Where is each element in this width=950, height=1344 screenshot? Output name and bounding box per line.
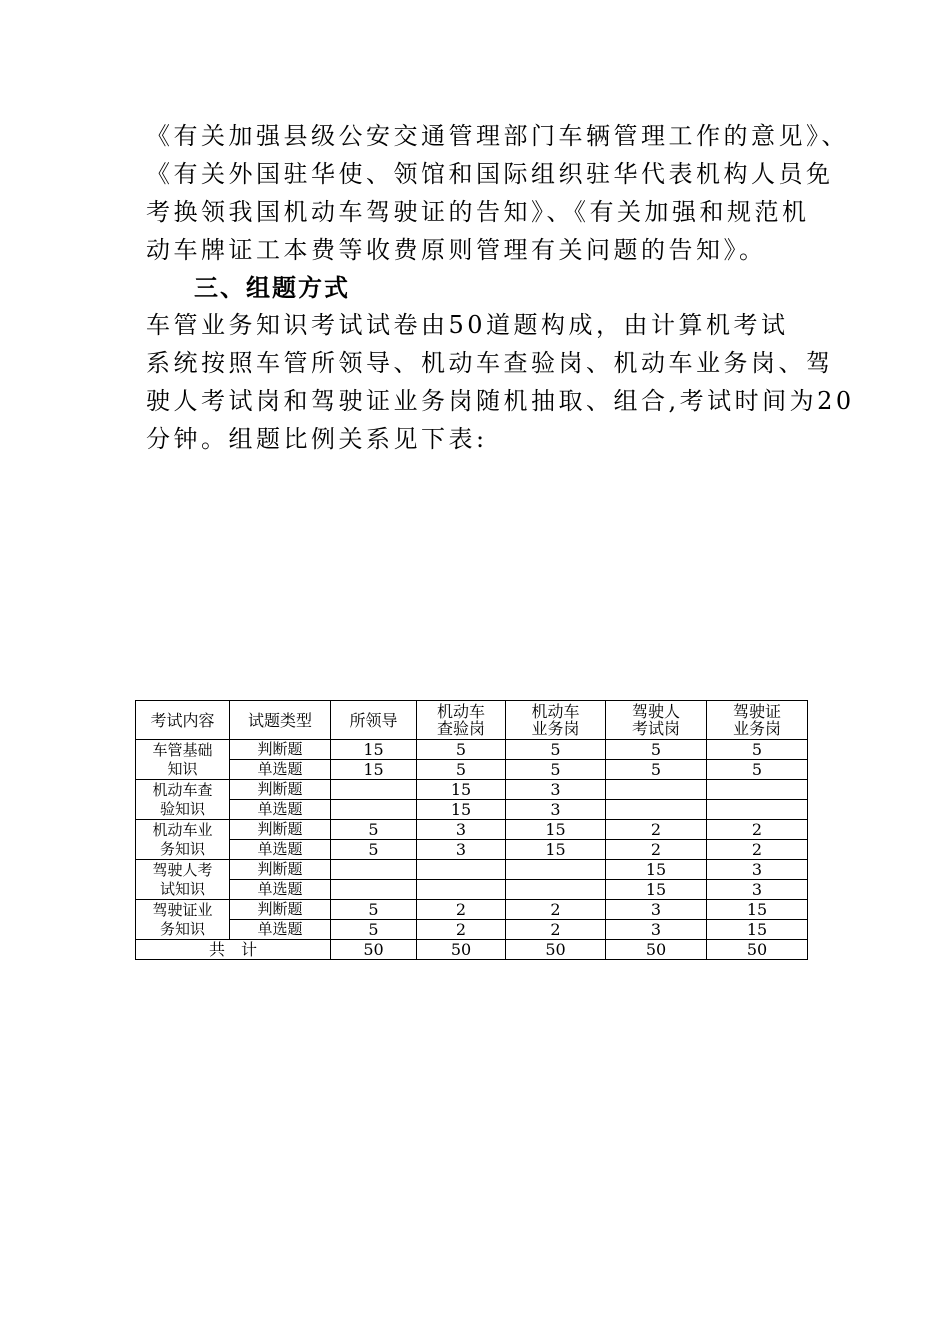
paragraph-line: 驶人考试岗和驾驶证业务岗随机抽取、组合,考试时间为20 xyxy=(146,387,855,415)
table-cell: 15 xyxy=(417,800,506,820)
table-cell: 5 xyxy=(331,900,417,920)
table-cell: 15 xyxy=(606,860,707,880)
table-cell xyxy=(331,860,417,880)
table-cell xyxy=(331,800,417,820)
table-cell: 50 xyxy=(417,940,506,960)
table-cell: 15 xyxy=(331,760,417,780)
table-cell xyxy=(506,880,606,900)
question-type-cell: 单选题 xyxy=(230,800,331,820)
table-cell: 5 xyxy=(506,760,606,780)
table-cell: 15 xyxy=(417,780,506,800)
question-type-cell: 判断题 xyxy=(230,740,331,760)
table-cell: 15 xyxy=(707,920,808,940)
table-row xyxy=(136,780,808,800)
table-row xyxy=(136,740,808,760)
table-cell: 3 xyxy=(506,800,606,820)
question-type-cell: 单选题 xyxy=(230,880,331,900)
table-cell: 50 xyxy=(707,940,808,960)
table-cell: 15 xyxy=(606,880,707,900)
table-cell: 15 xyxy=(707,900,808,920)
table-cell: 5 xyxy=(417,740,506,760)
table-cell: 15 xyxy=(506,820,606,840)
table-cell: 5 xyxy=(331,820,417,840)
header-type: 试题类型 xyxy=(230,701,331,740)
table-cell xyxy=(707,780,808,800)
table-cell: 50 xyxy=(606,940,707,960)
paragraph-line: 分钟。组题比例关系见下表: xyxy=(146,425,488,453)
table-cell: 15 xyxy=(506,840,606,860)
question-type-cell: 单选题 xyxy=(230,920,331,940)
table-cell: 2 xyxy=(707,820,808,840)
table-cell: 5 xyxy=(707,740,808,760)
table-row xyxy=(136,820,808,840)
category-cell: 机动车业 务知识 xyxy=(136,820,230,860)
total-label: 共 计 xyxy=(136,940,331,960)
question-type-cell: 判断题 xyxy=(230,900,331,920)
table-row xyxy=(136,840,808,860)
table-cell: 5 xyxy=(331,920,417,940)
table-cell: 3 xyxy=(707,880,808,900)
question-type-cell: 判断题 xyxy=(230,780,331,800)
paragraph-line: 系统按照车管所领导、机动车查验岗、机动车业务岗、驾 xyxy=(146,349,834,377)
table-cell xyxy=(707,800,808,820)
table-cell: 3 xyxy=(506,780,606,800)
table-cell: 3 xyxy=(606,900,707,920)
table-cell: 3 xyxy=(606,920,707,940)
section-heading: 三、组题方式 xyxy=(194,274,350,302)
header-license: 驾驶证 业务岗 xyxy=(707,701,808,740)
paragraph-regulations xyxy=(146,117,849,269)
question-type-cell: 判断题 xyxy=(230,820,331,840)
paragraph-exam-composition xyxy=(146,306,855,458)
table-row xyxy=(136,920,808,940)
table-header-row xyxy=(136,701,808,740)
table-cell: 5 xyxy=(331,840,417,860)
header-leader: 所领导 xyxy=(331,701,417,740)
category-cell: 驾驶人考 试知识 xyxy=(136,860,230,900)
question-type-cell: 判断题 xyxy=(230,860,331,880)
paragraph-line: 《有关加强县级公安交通管理部门车辆管理工作的意见》、 xyxy=(146,122,849,150)
table-cell xyxy=(606,800,707,820)
table-cell: 50 xyxy=(331,940,417,960)
table-cell: 3 xyxy=(417,840,506,860)
question-type-cell: 单选题 xyxy=(230,760,331,780)
table-cell: 2 xyxy=(506,920,606,940)
table-cell: 2 xyxy=(506,900,606,920)
table-cell: 5 xyxy=(606,760,707,780)
table-cell: 2 xyxy=(606,820,707,840)
paragraph-line: 动车牌证工本费等收费原则管理有关问题的告知》。 xyxy=(146,236,767,264)
table-cell xyxy=(417,880,506,900)
table-cell: 2 xyxy=(417,920,506,940)
paragraph-line: 《有关外国驻华使、领馆和国际组织驻华代表机构人员免 xyxy=(146,160,834,188)
question-type-cell: 单选题 xyxy=(230,840,331,860)
table-total-row xyxy=(136,940,808,960)
table-cell: 2 xyxy=(606,840,707,860)
table-cell: 50 xyxy=(506,940,606,960)
question-ratio-table xyxy=(135,700,808,960)
table-cell: 2 xyxy=(707,840,808,860)
table-cell xyxy=(331,780,417,800)
header-inspect: 机动车 查验岗 xyxy=(417,701,506,740)
table-row xyxy=(136,800,808,820)
paragraph-line: 考换领我国机动车驾驶证的告知》、《有关加强和规范机 xyxy=(146,198,810,226)
header-exam: 驾驶人 考试岗 xyxy=(606,701,707,740)
table-cell xyxy=(606,780,707,800)
table-cell: 5 xyxy=(417,760,506,780)
header-content: 考试内容 xyxy=(136,701,230,740)
header-vehicle: 机动车 业务岗 xyxy=(506,701,606,740)
table-cell: 15 xyxy=(331,740,417,760)
category-cell: 车管基础 知识 xyxy=(136,740,230,780)
table-cell: 3 xyxy=(707,860,808,880)
table-row xyxy=(136,860,808,880)
table-cell: 3 xyxy=(417,820,506,840)
table-cell xyxy=(417,860,506,880)
table-row xyxy=(136,900,808,920)
table-row xyxy=(136,880,808,900)
category-cell: 驾驶证业 务知识 xyxy=(136,900,230,940)
table-cell xyxy=(331,880,417,900)
paragraph-line: 车管业务知识考试试卷由50道题构成，由计算机考试 xyxy=(146,311,789,339)
category-cell: 机动车查 验知识 xyxy=(136,780,230,820)
table-cell: 5 xyxy=(707,760,808,780)
table-cell: 2 xyxy=(417,900,506,920)
table-row xyxy=(136,760,808,780)
table-cell: 5 xyxy=(606,740,707,760)
table-cell: 5 xyxy=(506,740,606,760)
table-cell xyxy=(506,860,606,880)
